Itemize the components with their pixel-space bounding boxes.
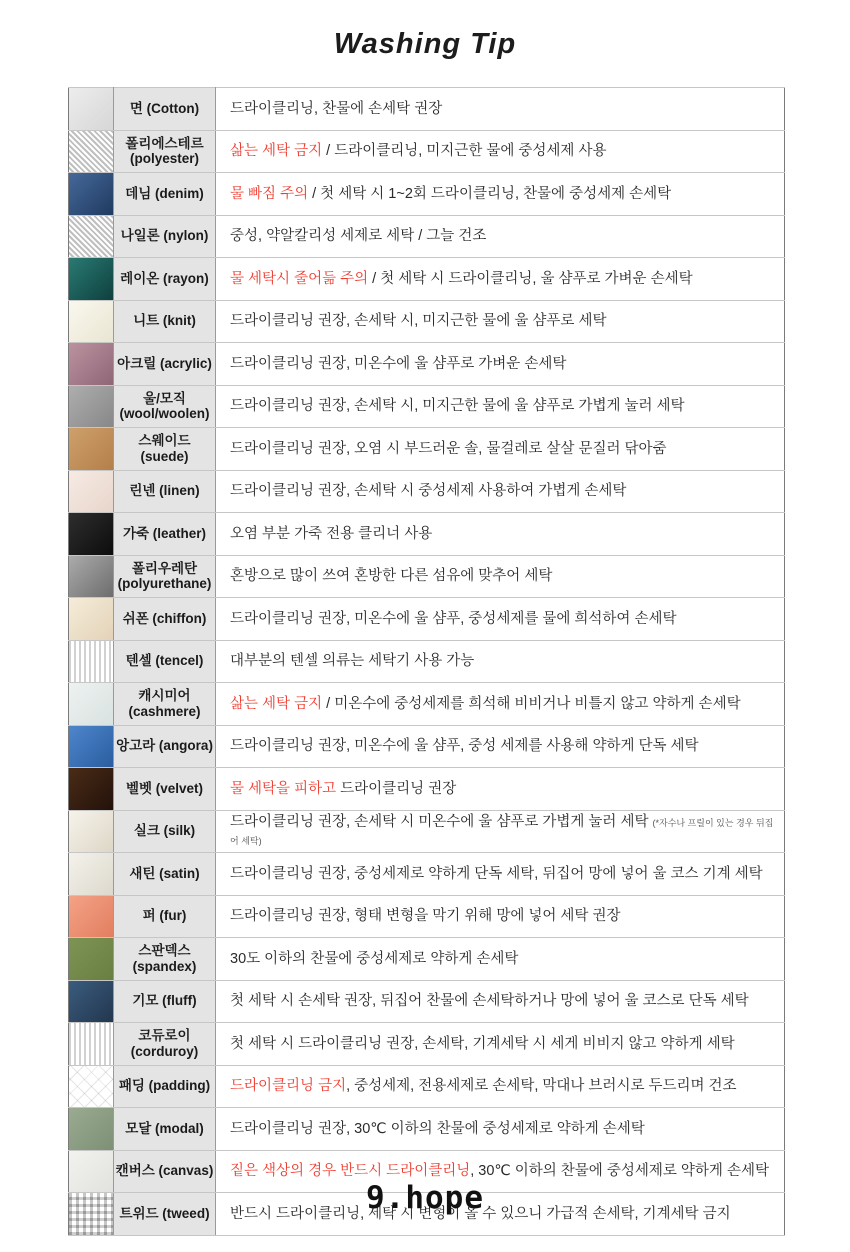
fabric-swatch-cell bbox=[69, 343, 114, 386]
fabric-name-korean: 니트 (knit) bbox=[133, 313, 196, 329]
fabric-swatch-cell bbox=[69, 1108, 114, 1151]
acrylic-fabric-image bbox=[69, 343, 114, 385]
fabric-name-english: (spandex) bbox=[132, 958, 197, 974]
fabric-name bbox=[114, 895, 216, 938]
instruction-text: 반드시 드라이클리닝, 세탁 시 변형이 올 수 있으니 가급적 손세탁, 기계세탁 금지 bbox=[230, 1205, 731, 1222]
fabric-name bbox=[114, 300, 216, 343]
fabric-name-english: (suede) bbox=[140, 448, 189, 464]
fabric-swatch-cell bbox=[69, 88, 114, 131]
fabric-swatch-cell bbox=[69, 130, 114, 173]
fabric-swatch-cell bbox=[69, 173, 114, 216]
washing-instruction bbox=[216, 300, 785, 343]
fabric-name bbox=[114, 768, 216, 811]
warning-text: 짙은 색상의 경우 반드시 드라이클리닝 bbox=[230, 1163, 471, 1180]
washing-instruction bbox=[216, 980, 785, 1023]
washing-instruction bbox=[216, 1023, 785, 1066]
table-row bbox=[69, 598, 785, 641]
leather-fabric-image bbox=[69, 513, 114, 555]
fabric-name bbox=[114, 343, 216, 386]
cotton-fabric-image bbox=[69, 88, 114, 130]
washing-tip-table bbox=[68, 87, 785, 1236]
instruction-text: / 드라이클리닝, 미지근한 물에 중성세제 사용 bbox=[322, 143, 607, 160]
corduroy-fabric-image bbox=[69, 1023, 114, 1065]
denim-fabric-image bbox=[69, 173, 114, 215]
satin-fabric-image bbox=[69, 853, 114, 895]
fabric-swatch-cell bbox=[69, 598, 114, 641]
fabric-name bbox=[114, 725, 216, 768]
fabric-name-korean: 나일론 (nylon) bbox=[120, 228, 209, 244]
fabric-swatch-cell bbox=[69, 895, 114, 938]
table-row bbox=[69, 938, 785, 981]
fabric-name bbox=[114, 980, 216, 1023]
instruction-text: 드라이클리닝 권장, 미온수에 울 샴푸로 가벼운 손세탁 bbox=[230, 355, 567, 372]
polyester-fabric-image bbox=[69, 131, 114, 173]
table-row bbox=[69, 768, 785, 811]
table-row bbox=[69, 1108, 785, 1151]
fabric-name-korean: 쉬폰 (chiffon) bbox=[122, 610, 207, 626]
fabric-name bbox=[114, 1023, 216, 1066]
instruction-text: 드라이클리닝 권장, 형태 변형을 막기 위해 망에 넣어 세탁 권장 bbox=[230, 908, 621, 925]
padding-fabric-image bbox=[69, 1066, 114, 1108]
fabric-name-korean: 아크릴 (acrylic) bbox=[117, 355, 212, 371]
instruction-text: 드라이클리닝, 찬물에 손세탁 권장 bbox=[230, 100, 443, 117]
table-row bbox=[69, 1065, 785, 1108]
table-row bbox=[69, 810, 785, 853]
washing-instruction bbox=[216, 768, 785, 811]
fabric-name-korean: 벨벳 (velvet) bbox=[125, 780, 204, 796]
washing-instruction bbox=[216, 725, 785, 768]
table-row bbox=[69, 853, 785, 896]
chiffon-fabric-image bbox=[69, 598, 114, 640]
washing-instruction bbox=[216, 88, 785, 131]
table-row bbox=[69, 385, 785, 428]
brand-logo: 9.hope bbox=[366, 1180, 484, 1216]
washing-instruction bbox=[216, 938, 785, 981]
table-row bbox=[69, 88, 785, 131]
fabric-swatch-cell bbox=[69, 980, 114, 1023]
fabric-name bbox=[114, 88, 216, 131]
washing-instruction bbox=[216, 470, 785, 513]
table-row bbox=[69, 980, 785, 1023]
warning-text: 삶는 세탁 금지 bbox=[230, 143, 323, 160]
fabric-swatch-cell bbox=[69, 513, 114, 556]
instruction-text: , 중성세제, 전용세제로 손세탁, 막대나 브러시로 두드리며 건조 bbox=[346, 1078, 737, 1095]
fabric-swatch-cell bbox=[69, 938, 114, 981]
fabric-name bbox=[114, 1065, 216, 1108]
table-row bbox=[69, 470, 785, 513]
warning-text: 삶는 세탁 금지 bbox=[230, 695, 323, 712]
table-row bbox=[69, 640, 785, 683]
instruction-text: 30도 이하의 찬물에 중성세제로 약하게 손세탁 bbox=[230, 950, 519, 967]
fabric-name bbox=[114, 640, 216, 683]
fabric-swatch-cell bbox=[69, 555, 114, 598]
washing-instruction bbox=[216, 513, 785, 556]
warning-text: 물 세탁을 피하고 bbox=[230, 780, 337, 797]
washing-instruction bbox=[216, 1065, 785, 1108]
warning-text: 물 빠짐 주의 bbox=[230, 185, 309, 202]
cashmere-fabric-image bbox=[69, 683, 114, 725]
fabric-name-korean: 면 (Cotton) bbox=[129, 100, 200, 116]
nylon-fabric-image bbox=[69, 216, 114, 258]
instruction-text: / 미온수에 중성세제를 희석해 비비거나 비틀지 않고 약하게 손세탁 bbox=[322, 695, 741, 712]
fabric-name bbox=[114, 810, 216, 853]
fabric-name bbox=[114, 470, 216, 513]
knit-fabric-image bbox=[69, 301, 114, 343]
fabric-swatch-cell bbox=[69, 1065, 114, 1108]
fabric-name bbox=[114, 555, 216, 598]
table-row bbox=[69, 513, 785, 556]
instruction-text: 중성, 약알칼리성 세제로 세탁 / 그늘 건조 bbox=[230, 228, 487, 245]
washing-instruction bbox=[216, 555, 785, 598]
instruction-text: 드라이클리닝 권장, 중성세제로 약하게 단독 세탁, 뒤집어 망에 넣어 울 코스 기계 세탁 bbox=[230, 865, 763, 882]
instruction-text: / 첫 세탁 시 드라이클리닝, 울 샴푸로 가벼운 손세탁 bbox=[368, 270, 693, 287]
washing-instruction bbox=[216, 810, 785, 853]
fabric-name-korean: 기모 (fluff) bbox=[132, 993, 197, 1009]
washing-instruction bbox=[216, 1108, 785, 1151]
instruction-text: 드라이클리닝 권장, 미온수에 울 샴푸, 중성세제를 물에 희석하여 손세탁 bbox=[230, 610, 677, 627]
table-row bbox=[69, 173, 785, 216]
fabric-name-korean: 텐셀 (tencel) bbox=[125, 653, 204, 669]
fabric-name-korean: 스판덱스 bbox=[138, 943, 191, 959]
instruction-text: 드라이클리닝 권장, 미온수에 울 샴푸, 중성 세제를 사용해 약하게 단독 세탁 bbox=[230, 738, 699, 755]
instruction-text: 오염 부분 가죽 전용 클리너 사용 bbox=[230, 525, 433, 542]
fabric-name-korean: 앙고라 (angora) bbox=[116, 738, 213, 754]
instruction-text: 드라이클리닝 권장, 손세탁 시 미온수에 울 샴푸로 가볍게 눌러 세탁 bbox=[230, 814, 653, 831]
note-text: (*자수나 프릴이 있는 경우 뒤집어 세탁) bbox=[230, 818, 774, 847]
fabric-swatch-cell bbox=[69, 428, 114, 471]
fabric-name-korean: 실크 (silk) bbox=[133, 823, 196, 839]
washing-instruction bbox=[216, 640, 785, 683]
polyurethane-fabric-image bbox=[69, 556, 114, 598]
tencel-fabric-image bbox=[69, 641, 114, 683]
instruction-text: 첫 세탁 시 드라이클리닝 권장, 손세탁, 기계세탁 시 세게 비비지 않고 약하게 세탁 bbox=[230, 1035, 735, 1052]
fabric-name-korean: 데님 (denim) bbox=[125, 185, 204, 201]
fabric-name-korean: 폴리우레탄 bbox=[131, 560, 198, 576]
washing-instruction bbox=[216, 258, 785, 301]
washing-instruction bbox=[216, 215, 785, 258]
fabric-name bbox=[114, 938, 216, 981]
table-row bbox=[69, 343, 785, 386]
fabric-name-korean: 가죽 (leather) bbox=[122, 525, 207, 541]
instruction-text: 드라이클리닝 권장, 손세탁 시, 미지근한 물에 울 샴푸로 세탁 bbox=[230, 313, 607, 330]
washing-instruction bbox=[216, 130, 785, 173]
fabric-name-english: (polyester) bbox=[129, 151, 200, 167]
table-body bbox=[69, 88, 785, 1236]
washing-instruction bbox=[216, 343, 785, 386]
fabric-name bbox=[114, 598, 216, 641]
fabric-name-korean: 린넨 (linen) bbox=[129, 483, 200, 499]
velvet-fabric-image bbox=[69, 768, 114, 810]
instruction-text: 드라이클리닝 권장, 손세탁 시, 미지근한 물에 울 샴푸로 가볍게 눌러 세탁 bbox=[230, 398, 685, 415]
washing-instruction bbox=[216, 385, 785, 428]
table-row bbox=[69, 428, 785, 471]
instruction-text: 드라이클리닝 권장, 손세탁 시 중성세제 사용하여 가볍게 손세탁 bbox=[230, 483, 627, 500]
fabric-name-korean: 모달 (modal) bbox=[125, 1120, 204, 1136]
warning-text: 물 세탁시 줄어듦 주의 bbox=[230, 270, 369, 287]
instruction-text: 혼방으로 많이 쓰여 혼방한 다른 섬유에 맞추어 세탁 bbox=[230, 568, 553, 585]
fabric-swatch-cell bbox=[69, 810, 114, 853]
fabric-name bbox=[114, 258, 216, 301]
fabric-name bbox=[114, 853, 216, 896]
fabric-name bbox=[114, 173, 216, 216]
washing-instruction bbox=[216, 428, 785, 471]
table-row bbox=[69, 1023, 785, 1066]
instruction-text: 대부분의 텐셀 의류는 세탁기 사용 가능 bbox=[230, 653, 475, 670]
fabric-swatch-cell bbox=[69, 768, 114, 811]
page-title: Washing Tip bbox=[333, 28, 517, 60]
instruction-text: 드라이클리닝 권장, 30℃ 이하의 찬물에 중성세제로 약하게 손세탁 bbox=[230, 1120, 645, 1137]
angora-fabric-image bbox=[69, 726, 114, 768]
instruction-text: / 첫 세탁 시 1~2회 드라이클리닝, 찬물에 중성세제 손세탁 bbox=[308, 185, 672, 202]
fabric-name bbox=[114, 215, 216, 258]
fabric-name-korean: 캔버스 (canvas) bbox=[115, 1163, 214, 1179]
fabric-name-korean: 캐시미어 bbox=[138, 688, 191, 704]
fabric-name bbox=[114, 1108, 216, 1151]
table-row bbox=[69, 130, 785, 173]
fabric-name bbox=[114, 513, 216, 556]
fabric-name-korean: 레이온 (rayon) bbox=[120, 270, 209, 286]
fabric-name-korean: 폴리에스테르 bbox=[125, 135, 204, 151]
fabric-swatch-cell bbox=[69, 470, 114, 513]
washing-instruction bbox=[216, 895, 785, 938]
fur-fabric-image bbox=[69, 896, 114, 938]
table-row bbox=[69, 300, 785, 343]
silk-fabric-image bbox=[69, 811, 114, 853]
warning-text: 드라이클리닝 금지 bbox=[230, 1078, 347, 1095]
fabric-name bbox=[114, 385, 216, 428]
fabric-swatch-cell bbox=[69, 215, 114, 258]
instruction-text: 드라이클리닝 권장 bbox=[336, 780, 457, 797]
fabric-name-english: (polyurethane) bbox=[117, 576, 212, 592]
fabric-name-korean: 트위드 (tweed) bbox=[119, 1205, 210, 1221]
table-row bbox=[69, 215, 785, 258]
table-row bbox=[69, 725, 785, 768]
fabric-name-english: (wool/woolen) bbox=[119, 406, 210, 422]
instruction-text: 드라이클리닝 권장, 오염 시 부드러운 솔, 물걸레로 살살 문질러 닦아줌 bbox=[230, 440, 667, 457]
table-row bbox=[69, 258, 785, 301]
fabric-swatch-cell bbox=[69, 258, 114, 301]
table-row bbox=[69, 555, 785, 598]
fabric-name-korean: 퍼 (fur) bbox=[142, 908, 187, 924]
fabric-swatch-cell bbox=[69, 683, 114, 726]
wool-fabric-image bbox=[69, 386, 114, 428]
fabric-name-korean: 울/모직 bbox=[143, 390, 186, 406]
washing-instruction bbox=[216, 683, 785, 726]
fabric-name-korean: 패딩 (padding) bbox=[118, 1078, 211, 1094]
fabric-swatch-cell bbox=[69, 385, 114, 428]
fabric-name-korean: 스웨이드 bbox=[138, 433, 191, 449]
washing-instruction bbox=[216, 598, 785, 641]
spandex-fabric-image bbox=[69, 938, 114, 980]
fabric-name bbox=[114, 130, 216, 173]
suede-fabric-image bbox=[69, 428, 114, 470]
fabric-name bbox=[114, 428, 216, 471]
washing-instruction bbox=[216, 853, 785, 896]
table-row bbox=[69, 683, 785, 726]
fabric-name-korean: 코듀로이 bbox=[138, 1028, 191, 1044]
table-row bbox=[69, 895, 785, 938]
fabric-name bbox=[114, 683, 216, 726]
fabric-swatch-cell bbox=[69, 1023, 114, 1066]
fabric-swatch-cell bbox=[69, 300, 114, 343]
linen-fabric-image bbox=[69, 471, 114, 513]
fabric-swatch-cell bbox=[69, 853, 114, 896]
fabric-swatch-cell bbox=[69, 640, 114, 683]
fabric-name-english: (corduroy) bbox=[130, 1043, 199, 1059]
instruction-text: , 30℃ 이하의 찬물에 중성세제로 약하게 손세탁 bbox=[470, 1163, 769, 1180]
instruction-text: 첫 세탁 시 손세탁 권장, 뒤집어 찬물에 손세탁하거나 망에 넣어 울 코스로 단독 세탁 bbox=[230, 993, 749, 1010]
fabric-name-korean: 새틴 (satin) bbox=[129, 865, 200, 881]
modal-fabric-image bbox=[69, 1108, 114, 1150]
washing-instruction bbox=[216, 173, 785, 216]
fluff-fabric-image bbox=[69, 981, 114, 1023]
fabric-swatch-cell bbox=[69, 725, 114, 768]
rayon-fabric-image bbox=[69, 258, 114, 300]
fabric-name-english: (cashmere) bbox=[128, 703, 201, 719]
